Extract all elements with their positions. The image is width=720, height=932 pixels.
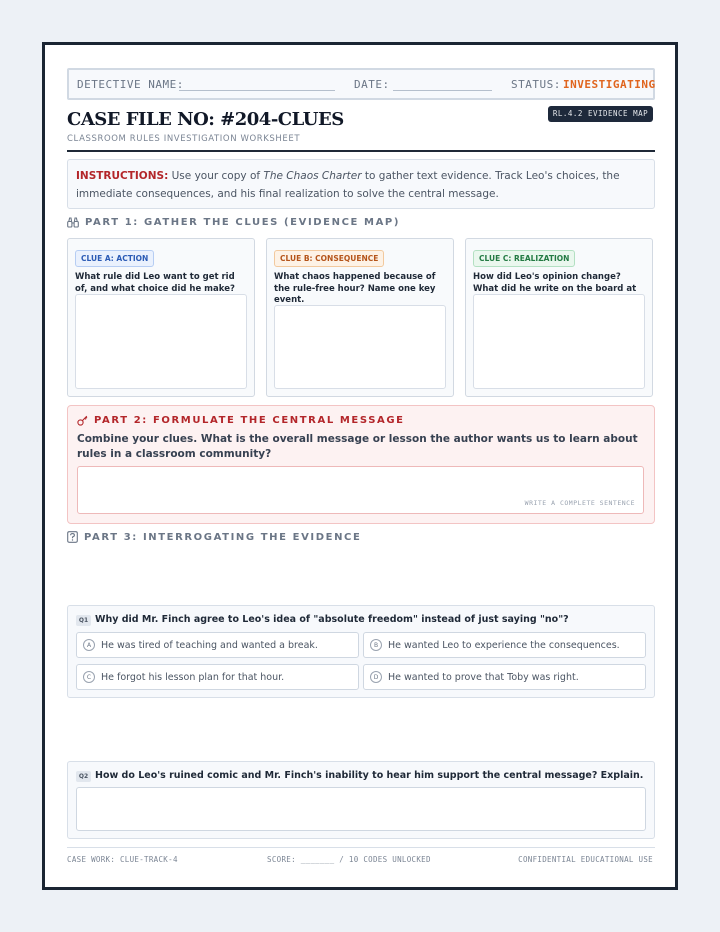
worksheet	[42, 42, 678, 890]
status-label: STATUS:	[511, 78, 561, 91]
part1-heading	[67, 217, 400, 228]
standard-tag: RL.4.2 EVIDENCE MAP	[548, 106, 653, 122]
date-field[interactable]	[393, 90, 492, 91]
key-icon	[77, 415, 88, 426]
clue-c-badge: CLUE C: REALIZATION	[473, 250, 575, 267]
date-label: DATE:	[354, 78, 390, 91]
detective-name-field[interactable]	[179, 90, 335, 91]
part2-hint: WRITE A COMPLETE SENTENCE	[524, 499, 635, 507]
clue-b-question: What chaos happened because of the rule-free hour? Name one key event.	[274, 272, 436, 305]
footer-confidential: CONFIDENTIAL EDUCATIONAL USE	[518, 855, 653, 864]
question-1-card	[67, 605, 655, 698]
q1-option-d[interactable]	[363, 664, 646, 690]
question-2-card	[67, 761, 655, 839]
clue-b-answer-box[interactable]	[274, 305, 446, 389]
option-b-letter: B	[370, 639, 382, 651]
case-subtitle: CLASSROOM RULES INVESTIGATION WORKSHEET	[67, 134, 301, 144]
clue-a-question: What rule did Leo want to get rid of, and what choice did he make?	[75, 272, 235, 294]
part2-question: Combine your clues. What is the overall message or lesson the author wants us to learn about rules in a classroom community?	[77, 433, 638, 460]
detective-name-label: DETECTIVE NAME:	[77, 78, 184, 91]
part1-title: PART 1: GATHER THE CLUES (EVIDENCE MAP)	[85, 217, 401, 228]
clue-card-c	[465, 238, 653, 397]
part2-title: PART 2: FORMULATE THE CENTRAL MESSAGE	[94, 415, 405, 426]
status-value: INVESTIGATING	[563, 78, 656, 91]
clue-c-question: How did Leo's opinion change? What did he write on the board at	[473, 272, 637, 294]
q2-question: How do Leo's ruined comic and Mr. Finch's inability to hear him support the central message? Explain.	[95, 770, 644, 781]
question-icon	[67, 531, 78, 543]
option-a-text: He was tired of teaching and wanted a break.	[101, 639, 318, 651]
detective-header	[67, 68, 655, 100]
q1-number: Q1	[76, 615, 91, 626]
footer-divider	[67, 847, 655, 848]
q1-question: Why did Mr. Finch agree to Leo's idea of "absolute freedom" instead of just saying "no"?	[95, 614, 569, 625]
part2-box	[67, 405, 655, 524]
q2-answer-box[interactable]	[76, 787, 646, 831]
clue-c-answer-box[interactable]	[473, 294, 645, 389]
clue-card-a	[67, 238, 255, 397]
option-c-letter: C	[83, 671, 95, 683]
part3-title: PART 3: INTERROGATING THE EVIDENCE	[84, 531, 362, 543]
score-blank[interactable]: _______	[300, 855, 335, 864]
instructions-text-after: to gather text evidence. Track Leo's choices, the immediate consequences, and his final realization to solve the central message.	[76, 170, 620, 200]
clue-a-answer-box[interactable]	[75, 294, 247, 389]
option-c-text: He forgot his lesson plan for that hour.	[101, 671, 285, 683]
binoculars-icon	[67, 217, 79, 228]
case-title: CASE FILE NO: #204-CLUES	[67, 109, 344, 130]
score-suffix: / 10 CODES UNLOCKED	[339, 855, 431, 864]
option-a-letter: A	[83, 639, 95, 651]
footer-score	[267, 855, 431, 864]
footer-case-work: CASE WORK: CLUE-TRACK-4	[67, 855, 178, 864]
book-title: The Chaos Charter	[263, 170, 362, 182]
q1-option-a[interactable]	[76, 632, 359, 658]
title-divider	[67, 150, 655, 152]
clue-a-badge: CLUE A: ACTION	[75, 250, 154, 267]
q1-option-c[interactable]	[76, 664, 359, 690]
score-label: SCORE:	[267, 855, 296, 864]
q2-number: Q2	[76, 771, 91, 782]
clue-card-b	[266, 238, 454, 397]
q1-option-b[interactable]	[363, 632, 646, 658]
clue-b-badge: CLUE B: CONSEQUENCE	[274, 250, 384, 267]
instructions-label: INSTRUCTIONS:	[76, 170, 169, 182]
part2-heading	[77, 415, 405, 426]
central-message-answer-box[interactable]	[77, 466, 644, 514]
instructions-box	[67, 159, 655, 209]
option-d-text: He wanted to prove that Toby was right.	[388, 671, 579, 683]
part3-heading	[67, 531, 361, 543]
option-d-letter: D	[370, 671, 382, 683]
option-b-text: He wanted Leo to experience the consequences.	[388, 639, 620, 651]
instructions-text-before: Use your copy of	[171, 170, 261, 182]
